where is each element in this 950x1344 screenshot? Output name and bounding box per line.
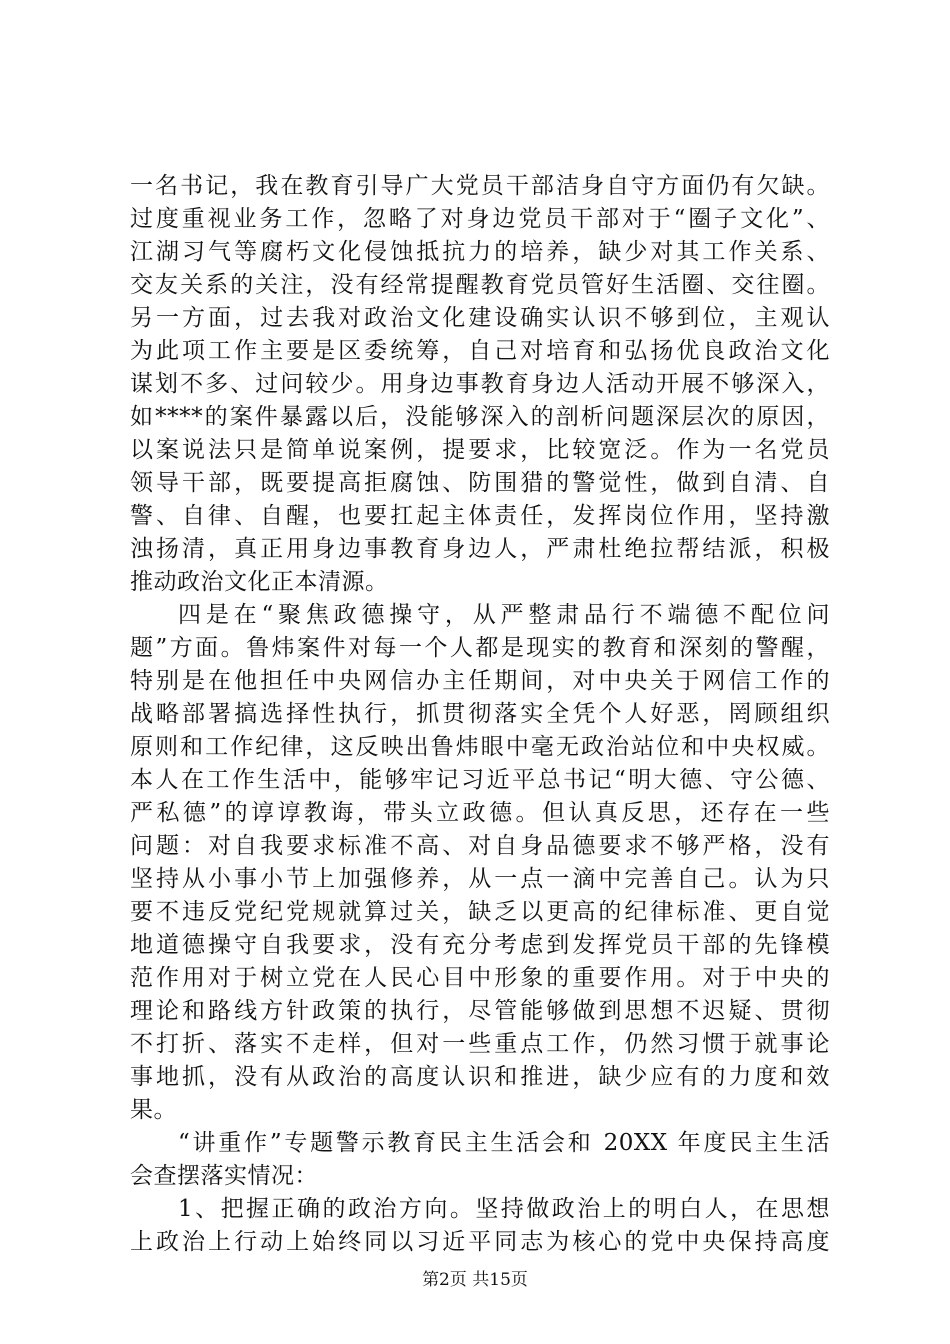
text-line: 为此项工作主要是区委统筹，自己对培育和弘扬优良政治文化: [130, 338, 830, 364]
text-line: 领导干部，既要提高拒腐蚀、防围猎的警觉性，做到自清、自: [130, 470, 830, 496]
text-line: 推动政治文化正本清源。: [130, 569, 389, 595]
text-line: 如****的案件暴露以后，没能够深入的剖析问题深层次的原因，: [130, 404, 830, 430]
text-line: 上政治上行动上始终同以习近平同志为核心的党中央保持高度: [130, 1229, 830, 1255]
text-line: 坚持从小事小节上加强修养，从一点一滴中完善自己。认为只: [130, 866, 830, 892]
text-line: 严私德”的谆谆教诲，带头立政德。但认真反思，还存在一些: [130, 800, 830, 826]
text-line: 警、自律、自醒，也要扛起主体责任，发挥岗位作用，坚持激: [130, 503, 830, 529]
text-line: 浊扬清，真正用身边事教育身边人，严肃杜绝拉帮结派，积极: [130, 536, 830, 562]
text-line: 事地抓，没有从政治的高度认识和推进，缺少应有的力度和效: [130, 1064, 830, 1090]
text-line: 理论和路线方针政策的执行，尽管能够做到思想不迟疑、贯彻: [130, 998, 830, 1024]
text-line: 另一方面，过去我对政治文化建设确实认识不够到位，主观认: [130, 305, 830, 331]
text-line: 战略部署搞选择性执行，抓贯彻落实全凭个人好恶，罔顾组织: [130, 701, 830, 727]
text-line: 谋划不多、过问较少。用身边事教育身边人活动开展不够深入，: [130, 371, 830, 397]
text-line: 交友关系的关注，没有经常提醒教育党员管好生活圈、交往圈。: [130, 272, 830, 298]
text-line: 一名书记，我在教育引导广大党员干部洁身自守方面仍有欠缺。: [130, 173, 830, 199]
text-line: 会查摆落实情况：: [130, 1163, 318, 1189]
text-line: 不打折、落实不走样，但对一些重点工作，仍然习惯于就事论: [130, 1031, 830, 1057]
text-line: 以案说法只是简单说案例，提要求，比较宽泛。作为一名党员: [130, 437, 830, 463]
page-number-footer: 第2页 共15页: [422, 1270, 528, 1290]
paragraph-start-line: “讲重作”专题警示教育民主生活会和 20XX 年度民主生活: [178, 1130, 830, 1156]
text-line: 原则和工作纪律，这反映出鲁炜眼中毫无政治站位和中央权威。: [130, 734, 830, 760]
text-line: 过度重视业务工作，忽略了对身边党员干部对于“圈子文化”、: [130, 206, 830, 232]
text-line: 问题：对自我要求标准不高、对自身品德要求不够严格，没有: [130, 833, 830, 859]
text-line: 地道德操守自我要求，没有充分考虑到发挥党员干部的先锋模: [130, 932, 830, 958]
text-line: 本人在工作生活中，能够牢记习近平总书记“明大德、守公德、: [130, 767, 830, 793]
text-line: 题”方面。鲁炜案件对每一个人都是现实的教育和深刻的警醒，: [130, 635, 830, 661]
text-line: 要不违反党纪党规就算过关，缺乏以更高的纪律标准、更自觉: [130, 899, 830, 925]
text-line: 江湖习气等腐朽文化侵蚀抵抗力的培养，缺少对其工作关系、: [130, 239, 830, 265]
text-line: 范作用对于树立党在人民心目中形象的重要作用。对于中央的: [130, 965, 830, 991]
paragraph-start-line: 1、把握正确的政治方向。坚持做政治上的明白人，在思想: [178, 1196, 830, 1222]
text-line: 果。: [130, 1097, 177, 1123]
text-line: 特别是在他担任中央网信办主任期间，对中央关于网信工作的: [130, 668, 830, 694]
paragraph-start-line: 四是在“聚焦政德操守，从严整肃品行不端德不配位问: [178, 602, 830, 628]
